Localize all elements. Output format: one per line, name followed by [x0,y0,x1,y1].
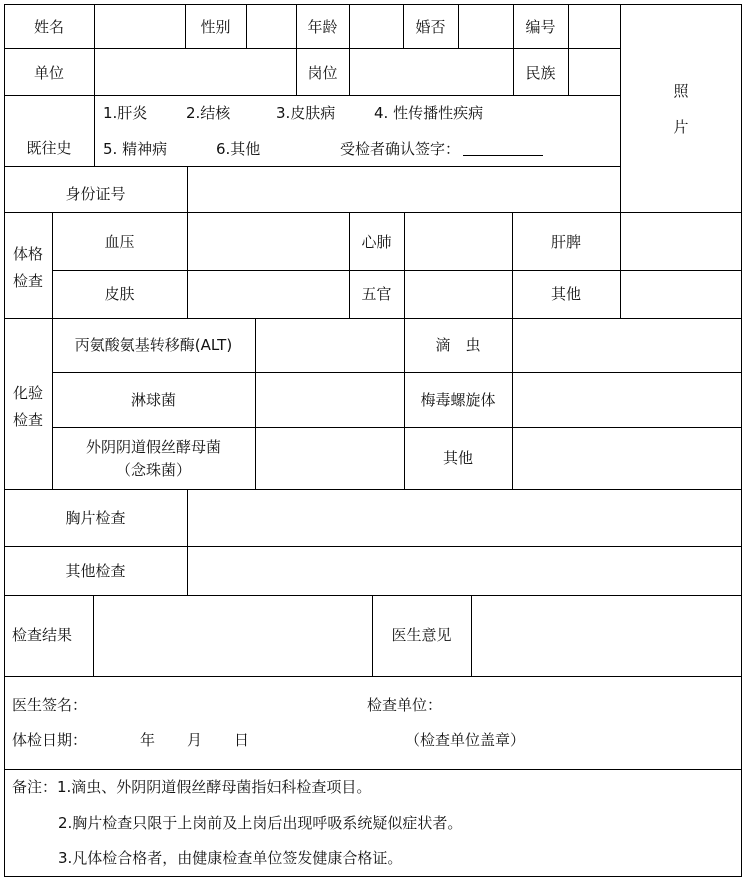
examinee-signature-label: 受检者确认签字： [340,140,461,158]
post-label: 岗位 [307,64,338,82]
heart-lung-label: 心肺 [361,233,392,251]
skin-label: 皮肤 [104,285,135,303]
rule [4,48,621,49]
rule [4,769,742,770]
lab-other-label: 其他 [442,449,473,467]
photo-label: 照 [673,82,689,100]
border-left [4,4,5,877]
physical-other-label: 其他 [550,285,581,303]
history-option-skin-disease: 3.皮肤病 [276,104,336,122]
lab-exam-label: 检查 [12,411,43,429]
rule [187,212,188,319]
rule [4,676,742,677]
rule [93,595,94,677]
note-1: 备注：1.滴虫、外阴阴道假丝酵母菌指妇科检查项目。 [12,778,372,796]
trichomonas-label: 滴 虫 [435,336,481,354]
rule [4,95,621,96]
other-exam-label: 其他检查 [65,562,126,580]
rule [471,595,472,677]
rule [568,4,569,96]
physical-exam-label: 检查 [12,272,43,290]
rule [187,489,188,596]
rule [4,318,742,319]
id-card-label: 身份证号 [65,185,126,203]
history-option-mental-illness: 5. 精神病 [103,140,168,158]
liver-spleen-label: 肝脾 [550,233,581,251]
rule [4,489,742,490]
id-number-label: 编号 [525,18,556,36]
exam-unit-label: 检查单位： [367,696,443,714]
border-bottom [4,876,742,877]
signature-line [463,155,543,156]
history-option-other: 6.其他 [216,140,261,158]
rule [4,546,742,547]
exam-date-label: 体检日期： [12,731,88,749]
rule [94,4,95,96]
rule [512,318,513,490]
blood-pressure-label: 血压 [104,233,135,251]
syphilis-label: 梅毒螺旋体 [420,391,496,409]
rule [94,95,95,167]
day-label: 日 [234,731,250,749]
medical-history-label: 既往史 [26,139,72,157]
rule [620,212,621,319]
rule [4,212,742,213]
unit-label: 单位 [33,64,64,82]
gender-label: 性别 [200,18,231,36]
history-option-std: 4. 性传播性疾病 [374,104,484,122]
history-option-tuberculosis: 2.结核 [186,104,231,122]
lab-exam-label: 化验 [12,384,43,402]
rule [52,372,742,373]
physical-exam-label: 体格 [12,245,43,263]
facial-features-label: 五官 [361,285,392,303]
candida-label: 外阴阴道假丝酵母菌 [85,438,221,456]
exam-result-label: 检查结果 [12,626,73,644]
photo-label: 片 [673,118,689,136]
name-label: 姓名 [33,18,64,36]
border-top [4,4,742,5]
rule [4,595,742,596]
gonococcus-label: 淋球菌 [130,391,176,409]
history-option-hepatitis: 1.肝炎 [103,104,148,122]
rule [187,166,188,213]
marital-status-label: 婚否 [415,18,446,36]
age-label: 年龄 [307,18,338,36]
ethnicity-label: 民族 [525,64,556,82]
doctor-opinion-label: 医生意见 [391,626,452,644]
note-2: 2.胸片检查只限于上岗前及上岗后出现呼吸系统疑似症状者。 [58,814,463,832]
candida-alt-name: （念珠菌） [115,461,191,479]
rule [4,166,621,167]
rule [620,4,621,213]
seal-note: （检查单位盖章） [405,731,526,749]
year-label: 年 [140,731,156,749]
rule [52,427,742,428]
month-label: 月 [187,731,203,749]
rule [246,4,247,49]
rule [458,4,459,49]
rule [404,212,405,319]
rule [349,4,350,96]
doctor-signature-label: 医生签名： [12,696,88,714]
chest-xray-label: 胸片检查 [65,509,126,527]
note-3: 3.凡体检合格者，由健康检查单位签发健康合格证。 [58,849,403,867]
rule [52,270,742,271]
border-right [741,4,742,877]
alt-label: 丙氨酸氨基转移酶(ALT) [74,336,233,354]
rule [255,318,256,490]
